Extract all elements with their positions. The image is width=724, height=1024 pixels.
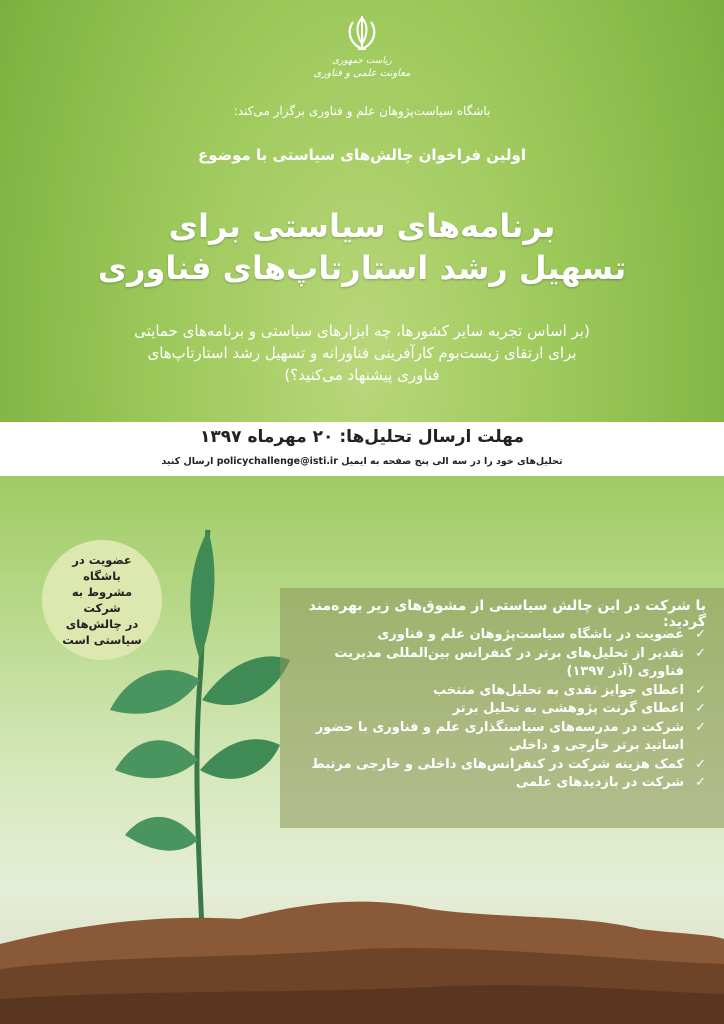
check-icon: ✓ [695, 756, 706, 772]
org-line-2: معاونت علمی و فناوری [313, 68, 411, 79]
list-item [286, 700, 706, 719]
badge-line-2: مشروط به شرکت [71, 585, 133, 615]
benefits-heading: با شرکت در این چالش سیاستی از مشوق‌های زیر بهره‌مند گردید: [308, 598, 706, 630]
deadline-text: مهلت ارسال تحلیل‌ها: ۲۰ مهرماه ۱۳۹۷ [200, 427, 524, 447]
badge-line-3: در چالش‌های [65, 617, 139, 631]
check-icon: ✓ [695, 627, 706, 642]
intro-text: باشگاه سیاست‌پژوهان علم و فناوری برگزار می‌کند: [233, 104, 491, 118]
list-item [286, 719, 706, 756]
badge-line-1: عضویت در باشگاه [72, 553, 132, 583]
list-item [286, 756, 706, 775]
org-line-1: ریاست جمهوری [332, 56, 392, 66]
list-item [286, 682, 706, 701]
benefit-text: عضویت در باشگاه سیاست‌پژوهان علم و فناوری [377, 627, 684, 642]
list-item [286, 645, 706, 682]
benefit-text: تقدیر از تحلیل‌های برتر در کنفرانس بین‌المللی مدیریت فناوری (آذر ۱۳۹۷) [334, 645, 684, 679]
main-title [60, 205, 664, 289]
benefit-text: اعطای جوایز نقدی به تحلیل‌های منتخب [433, 682, 684, 698]
check-icon: ✓ [695, 682, 706, 698]
benefit-text: شرکت در مدرسه‌های سیاستگذاری علم و فناوری با حضور اساتید برتر خارجی و داخلی [315, 719, 684, 753]
main-title-line-2: تسهیل رشد استارتاپ‌های فناوری [97, 249, 627, 287]
list-item [286, 626, 706, 645]
iran-emblem-icon [336, 14, 388, 54]
membership-badge [42, 540, 162, 660]
question-line-2: برای ارتقای زیست‌بوم کارآفرینی فناورانه و تسهیل رشد استارتاپ‌های [147, 344, 577, 362]
membership-badge-text [54, 552, 150, 648]
benefits-list [286, 626, 706, 793]
benefit-text: کمک هزینه شرکت در کنفرانس‌های داخلی و خارجی مرتبط [311, 756, 684, 772]
question-line-1: (بر اساس تجربه سایر کشورها، چه ابزارهای سیاستی و برنامه‌های حمایتی [134, 322, 590, 340]
soil-illustration [0, 874, 724, 1024]
call-title: اولین فراخوان چالش‌های سیاستی با موضوع [197, 146, 526, 164]
submission-text: تحلیل‌های خود را در سه الی پنج صفحه به ایمیل policychallenge@isti.ir ارسال کنید [161, 456, 563, 467]
check-icon: ✓ [695, 775, 706, 790]
benefit-text: اعطای گرنت پژوهشی به تحلیل برتر [452, 701, 684, 716]
question-line-3: فناوری پیشنهاد می‌کنید؟) [284, 366, 440, 384]
check-icon: ✓ [695, 719, 706, 735]
main-title-line-1: برنامه‌های سیاستی برای [168, 207, 556, 245]
question-text [60, 320, 664, 386]
list-item [286, 774, 706, 793]
check-icon: ✓ [695, 701, 706, 716]
benefit-text: شرکت در بازدیدهای علمی [515, 775, 684, 790]
badge-line-4: سیاستی است [62, 633, 142, 647]
check-icon: ✓ [695, 645, 706, 661]
